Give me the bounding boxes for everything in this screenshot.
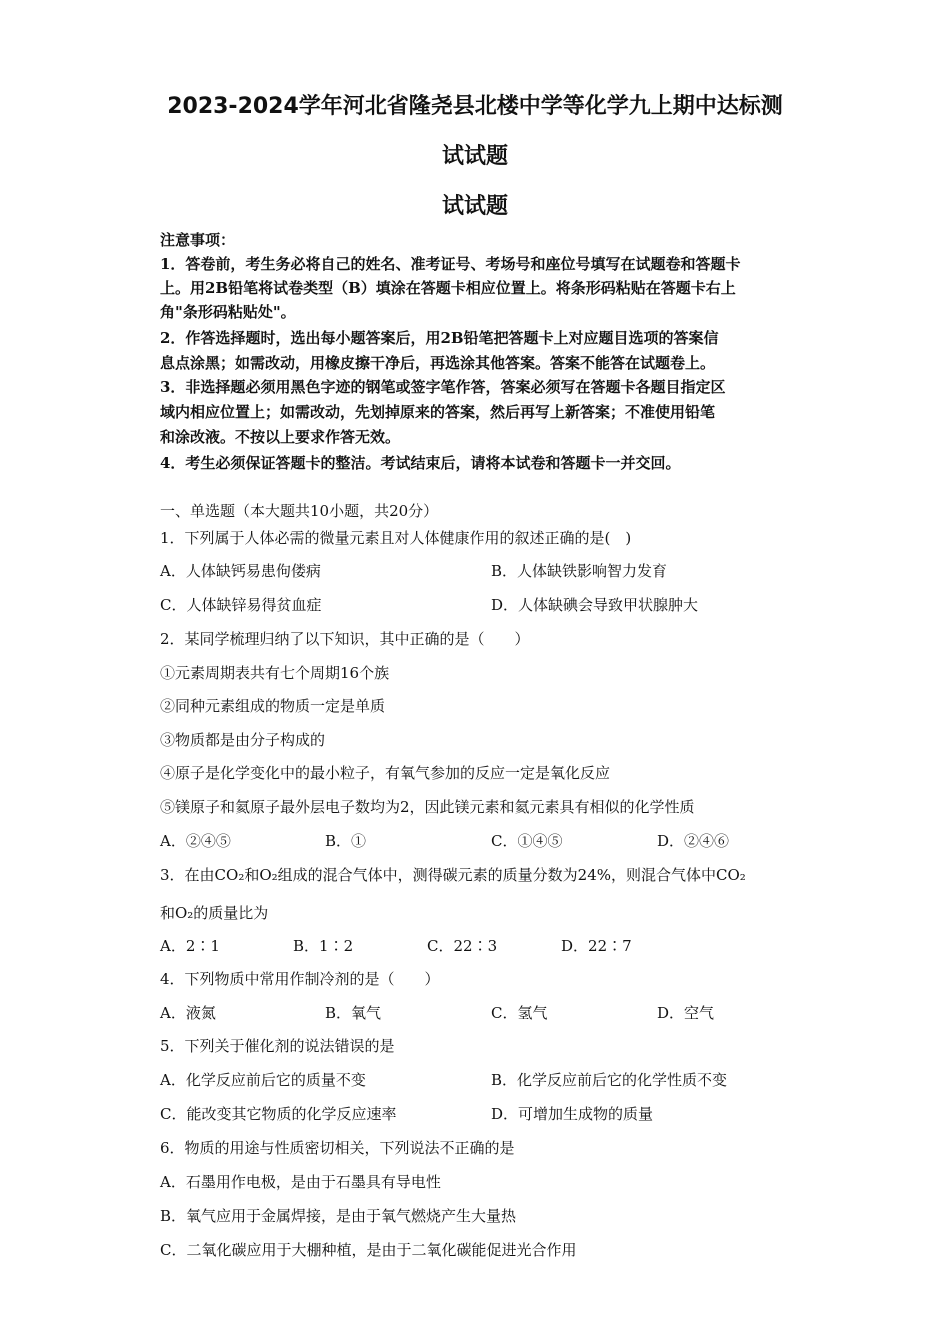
question-1-option-c: C．人体缺锌易得贫血症 [160,596,322,614]
question-1-option-d: D．人体缺碘会导致甲状腺肿大 [491,596,699,614]
question-6-option-c: C．二氧化碳应用于大棚种植，是由于二氧化碳能促进光合作用 [160,1241,577,1259]
question-3-stem: 3．在由CO₂和O₂组成的混合气体中，测得碳元素的质量分数为24%，则混合气体中CO₂ [160,866,746,884]
question-2-item: ②同种元素组成的物质一定是单质 [160,697,386,715]
question-5-stem: 5．下列关于催化剂的说法错误的是 [160,1037,395,1055]
question-2-option-b: B．① [325,832,367,850]
question-2-option-c: C．①④⑤ [491,832,563,850]
question-2-option-d: D．②④⑥ [657,832,730,850]
question-6-option-a: A．石墨用作电极，是由于石墨具有导电性 [160,1173,441,1191]
question-2-stem: 2．某同学梳理归纳了以下知识，其中正确的是（ ） [160,630,530,648]
question-2-item: ①元素周期表共有七个周期16个族 [160,664,390,682]
question-3-stem-continued: 和O₂的质量比为 [160,904,269,922]
notes-line: 和涂改液。不按以上要求作答无效。 [160,428,401,446]
question-4-stem: 4．下列物质中常用作制冷剂的是（ ） [160,970,440,988]
notes-line: 上。用2B铅笔将试卷类型（B）填涂在答题卡相应位置上。将条形码粘贴在答题卡右上 [160,279,736,297]
question-6-option-b: B．氧气应用于金属焊接，是由于氧气燃烧产生大量热 [160,1207,517,1225]
question-5-option-d: D．可增加生成物的质量 [491,1105,654,1123]
question-1-stem: 1．下列属于人体必需的微量元素且对人体健康作用的叙述正确的是( ) [160,529,632,547]
notes-line: 3．非选择题必须用黑色字迹的钢笔或签字笔作答，答案必须写在答题卡各题目指定区 [160,378,726,396]
question-5-option-c: C．能改变其它物质的化学反应速率 [160,1105,397,1123]
notes-line: 角"条形码粘贴处"。 [160,303,296,321]
section-heading: 一、单选题（本大题共10小题，共20分） [160,502,439,520]
exam-title-line3: 试试题 [441,194,508,219]
notes-line: 4．考生必须保证答题卡的整洁。考试结束后，请将本试卷和答题卡一并交回。 [160,454,681,472]
question-1-option-b: B．人体缺铁影响智力发育 [491,562,668,580]
question-3-option-a: A．2∶1 [160,937,220,955]
question-5-option-a: A．化学反应前后它的质量不变 [160,1071,366,1089]
notes-heading: 注意事项： [160,231,236,249]
notes-line: 2．作答选择题时，选出每小题答案后，用2B铅笔把答题卡上对应题目选项的答案信 [160,329,719,347]
notes-line: 域内相应位置上；如需改动，先划掉原来的答案，然后再写上新答案；不准使用铅笔 [160,403,716,421]
notes-line: 息点涂黑；如需改动，用橡皮擦干净后，再选涂其他答案。答案不能答在试题卷上。 [160,354,716,372]
question-4-option-d: D．空气 [657,1004,715,1022]
question-2-item: ④原子是化学变化中的最小粒子，有氧气参加的反应一定是氧化反应 [160,764,611,782]
notes-line: 1．答卷前，考生务必将自己的姓名、准考证号、考场号和座位号填写在试题卷和答题卡 [160,255,741,273]
question-6-stem: 6．物质的用途与性质密切相关，下列说法不正确的是 [160,1139,515,1157]
question-1-option-a: A．人体缺钙易患佝偻病 [160,562,321,580]
question-3-option-d: D．22∶7 [561,937,632,955]
exam-title-line2: 试试题 [441,144,508,169]
question-2-option-a: A．②④⑤ [160,832,231,850]
question-4-option-b: B．氧气 [325,1004,382,1022]
question-4-option-c: C．氢气 [491,1004,548,1022]
question-2-item: ③物质都是由分子构成的 [160,731,326,749]
question-4-option-a: A．液氮 [160,1004,216,1022]
question-3-option-b: B．1∶2 [293,937,354,955]
question-3-option-c: C．22∶3 [427,937,498,955]
exam-title-line1: 2023-2024学年河北省隆尧县北楼中学等化学九上期中达标测 [167,94,783,119]
question-2-item: ⑤镁原子和氦原子最外层电子数均为2，因此镁元素和氦元素具有相似的化学性质 [160,798,695,816]
question-5-option-b: B．化学反应前后它的化学性质不变 [491,1071,728,1089]
